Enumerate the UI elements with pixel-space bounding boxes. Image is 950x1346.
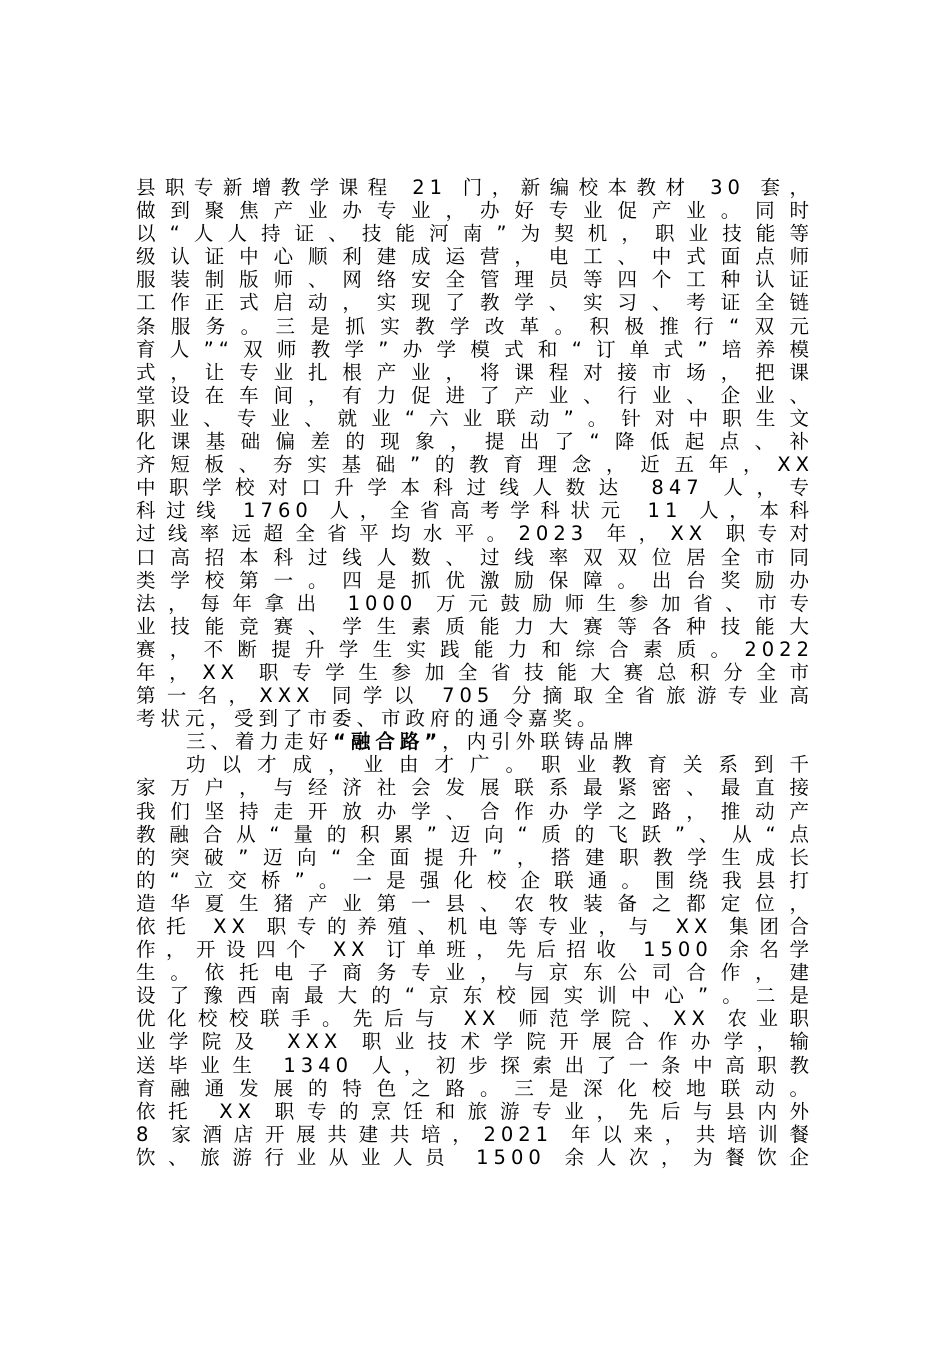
text-line: 设了豫西南最大的“京东校园实训中心”。二是 — [136, 984, 814, 1008]
text-line: 法，每年拿出 1000 万元鼓励师生参加省、市专 — [136, 591, 814, 615]
text-line: 条服务。三是抓实教学改革。积极推行“双元 — [136, 314, 814, 338]
text-line: 科过线 1760 人，全省高考学科状元 11 人，本科 — [136, 499, 814, 523]
text-line: 中职学校对口升学本科过线人数达 847 人，专 — [136, 476, 814, 500]
text-line: 赛，不断提升学生实践能力和综合素质。2022 — [136, 637, 814, 661]
section-heading — [136, 730, 814, 753]
section-heading-bold: “融合路” — [333, 730, 443, 754]
text-line: 依托 XX 职专的养殖、机电等专业，与 XX 集团合 — [136, 915, 814, 938]
text-line: 育融通发展的特色之路。三是深化校地联动。 — [136, 1076, 814, 1100]
text-line: 做到聚焦产业办专业，办好专业促产业。同时 — [136, 199, 814, 223]
text-line: 口高招本科过线人数、过线率双双位居全市同 — [136, 545, 814, 569]
text-line: 生。依托电子商务专业，与京东公司合作，建 — [136, 961, 814, 985]
text-line: 堂设在车间，有力促进了产业、行业、企业、 — [136, 383, 814, 407]
text-line: 造华夏生猪产业第一县、农牧装备之都定位， — [136, 891, 814, 915]
text-line: 饮、旅游行业从业人员 1500 余人次，为餐饮企 — [136, 1145, 814, 1169]
text-line: 8 家酒店开展共建共培，2021 年以来，共培训餐 — [136, 1122, 814, 1146]
text-line: 齐短板、夯实基础”的教育理念，近五年，XX — [136, 453, 814, 477]
text-line: 业技能竞赛、学生素质能力大赛等各种技能大 — [136, 614, 814, 638]
text-line: 的突破”迈向“全面提升”，搭建职教学生成长 — [136, 845, 814, 869]
text-line: 优化校校联手。先后与 XX 师范学院、XX 农业职 — [136, 1007, 814, 1031]
text-line: 作，开设四个 XX 订单班，先后招收 1500 余名学 — [136, 938, 814, 962]
text-line: 化课基础偏差的现象，提出了“降低起点、补 — [136, 430, 814, 454]
document-body — [136, 176, 814, 1169]
text-line: 依托 XX 职专的烹饪和旅游专业，先后与县内外 — [136, 1099, 814, 1123]
text-line: 的“立交桥”。一是强化校企联通。围绕我县打 — [136, 868, 814, 892]
text-line: 育人”“双师教学”办学模式和“订单式”培养模 — [136, 337, 814, 361]
text-line: 类学校第一。四是抓优激励保障。出台奖励办 — [136, 568, 814, 592]
text-line: 职业、专业、就业“六业联动”。针对中职生文 — [136, 406, 814, 430]
text-line: 式，让专业扎根产业，将课程对接市场，把课 — [136, 360, 814, 384]
text-line: 第一名，XXX 同学以 705 分摘取全省旅游专业高 — [136, 684, 814, 708]
text-line: 县职专新增教学课程 21 门，新编校本教材 30 套， — [136, 176, 814, 199]
text-line: 考状元，受到了市委、市政府的通令嘉奖。 — [136, 707, 602, 731]
text-line: 送毕业生 1340 人，初步探索出了一条中高职教 — [136, 1053, 814, 1077]
text-line: 以“人人持证、技能河南”为契机，职业技能等 — [136, 222, 814, 246]
text-line: 教融合从“量的积累”迈向“质的飞跃”、从“点 — [136, 822, 814, 846]
section-heading-suffix: ，内引外联铸品牌 — [442, 730, 639, 754]
text-line: 过线率远超全省平均水平。2023 年，XX 职专对 — [136, 522, 814, 546]
section-heading-prefix: 三、着力走好 — [186, 730, 334, 754]
paragraph-integration — [136, 753, 814, 1169]
text-line: 家万户，与经济社会发展联系最紧密、最直接 — [136, 776, 814, 800]
text-line: 业学院及 XXX 职业技术学院开展合作办学，输 — [136, 1030, 814, 1054]
text-line: 服装制版师、网络安全管理员等四个工种认证 — [136, 268, 814, 292]
text-line: 级认证中心顺利建成运营，电工、中式面点师 — [136, 245, 814, 269]
text-line: 工作正式启动，实现了教学、实习、考证全链 — [136, 291, 814, 315]
text-line: 功以才成，业由才广。职业教育关系到千 — [186, 753, 814, 777]
paragraph-school-reform — [136, 176, 814, 730]
text-line: 年，XX 职专学生参加全省技能大赛总积分全市 — [136, 660, 814, 684]
text-line: 我们坚持走开放办学、合作办学之路，推动产 — [136, 799, 814, 823]
